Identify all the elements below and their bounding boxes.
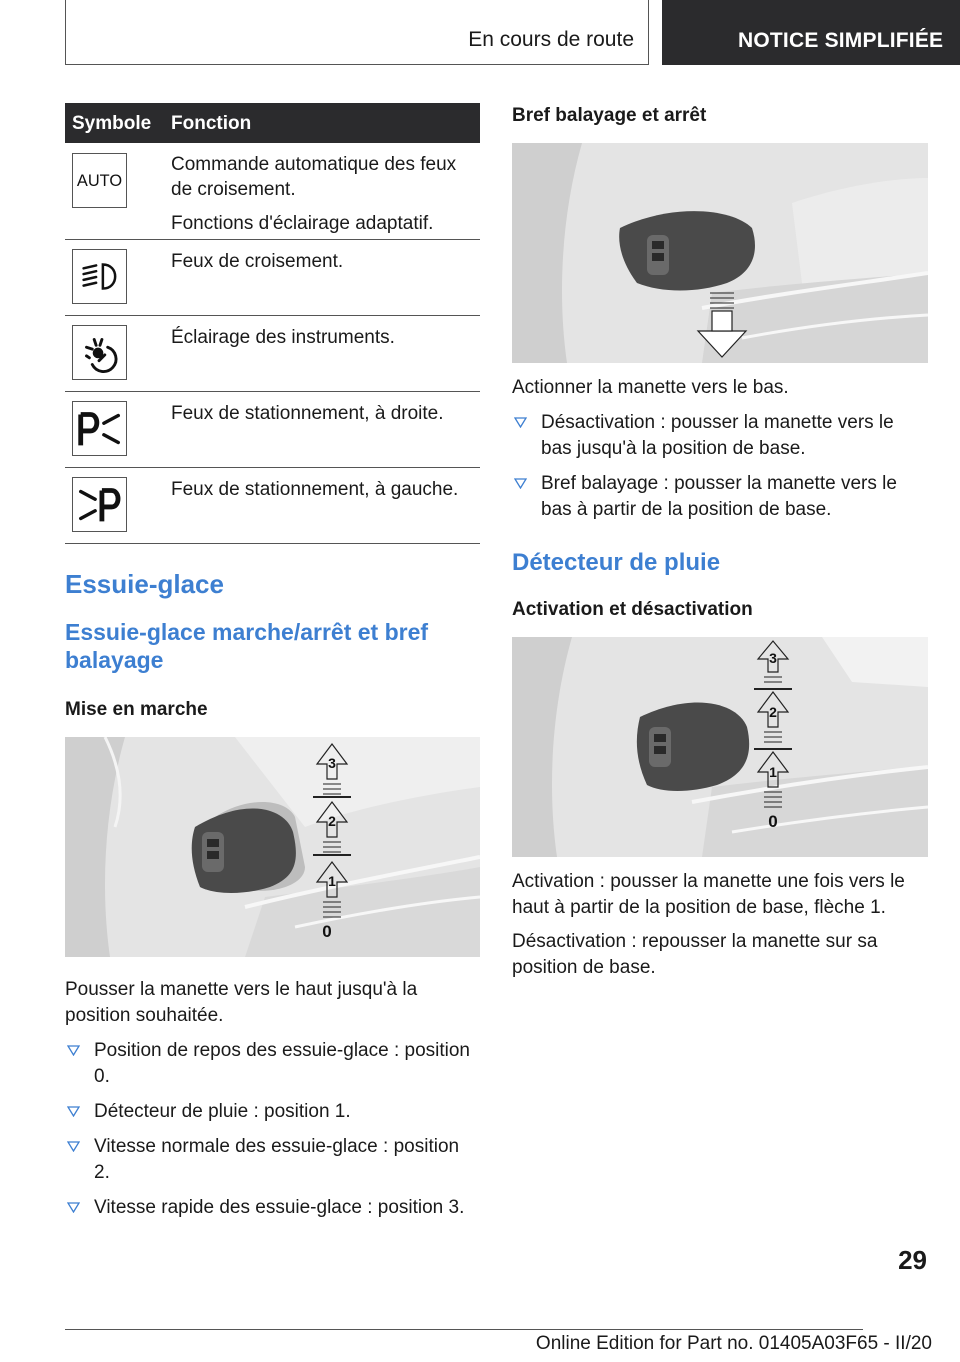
- header-section-box: [65, 0, 649, 65]
- instrument-lighting-icon: [72, 325, 127, 380]
- bullet-triangle-icon: [514, 478, 527, 489]
- figure-label-2: 2: [328, 813, 336, 829]
- page-number: 29: [898, 1245, 927, 1275]
- table-row-function: [171, 152, 480, 236]
- heading-activation: Activation et désactivation: [512, 599, 753, 620]
- footer-edition: Online Edition for Part no. 01405A03F65 - II/20: [535, 1333, 932, 1354]
- right-column: [512, 103, 928, 981]
- table-row-function: [171, 401, 480, 426]
- heading-bref-balayage: Bref balayage et arrêt: [512, 105, 707, 126]
- list-item-text: Détecteur de pluie : position 1.: [94, 1101, 351, 1122]
- table-header-function: Fonction: [171, 113, 252, 134]
- activation-text: Activation : pousser la manette une fois vers le haut à partir de la position de base, flèche 1.: [512, 871, 905, 918]
- header-chapter-tab: [662, 0, 960, 65]
- low-beam-icon: [72, 249, 127, 304]
- table-row: [65, 240, 480, 316]
- list-item-text: Désactivation : pousser la manette vers le bas jusqu'à la position de base.: [541, 412, 894, 459]
- auto-symbol-text: AUTO: [76, 171, 123, 190]
- figure-rain-sensor-lever: [512, 637, 928, 857]
- bullet-triangle-icon: [67, 1141, 80, 1152]
- list-item-text: Vitesse normale des essuie-glace : position 2.: [94, 1136, 460, 1183]
- list-item: [512, 471, 928, 523]
- header-section-title: En cours de route: [468, 28, 634, 51]
- list-item-text: Position de repos des essuie-glace : position 0.: [94, 1040, 471, 1087]
- subheading-wiper-on-off: Essuie-glace marche/arrêt et bref balayage: [65, 619, 429, 673]
- function-text: Commande automatique des feux de croisement.: [171, 154, 457, 200]
- table-row-function: [171, 325, 480, 350]
- mise-en-marche-text: Pousser la manette vers le haut jusqu'à la position souhaitée.: [65, 979, 418, 1026]
- figure-label-0: 0: [768, 812, 778, 831]
- table-row: [65, 316, 480, 392]
- function-text: Fonctions d'éclairage adaptatif.: [171, 213, 434, 234]
- figure-wiper-lever-up: [65, 737, 480, 957]
- function-text: Éclairage des instruments.: [171, 327, 395, 348]
- section-heading-rain-sensor: Détecteur de pluie: [512, 549, 721, 576]
- function-text: Feux de stationnement, à droite.: [171, 403, 444, 424]
- bullet-triangle-icon: [514, 417, 527, 428]
- figure-label-2: 2: [769, 704, 777, 720]
- bref-balayage-text: Actionner la manette vers le bas.: [512, 377, 789, 398]
- parking-light-right-icon: [72, 401, 127, 456]
- list-item: [65, 1038, 480, 1090]
- figure-label-3: 3: [328, 755, 336, 771]
- list-item: [65, 1099, 480, 1125]
- footer-divider: [65, 1329, 863, 1330]
- deactivation-text: Désactivation : repousser la manette sur sa position de base.: [512, 931, 878, 978]
- list-item: [65, 1134, 480, 1186]
- section-heading-wiper: Essuie-glace: [65, 569, 224, 599]
- figure-label-1: 1: [328, 873, 336, 889]
- bullet-triangle-icon: [67, 1045, 80, 1056]
- heading-mise-en-marche: Mise en marche: [65, 699, 208, 720]
- bref-balayage-list: [512, 410, 928, 523]
- list-item-text: Vitesse rapide des essuie-glace : position 3.: [94, 1197, 465, 1218]
- table-row-function: [171, 477, 480, 502]
- table-row: [65, 468, 480, 544]
- symbol-table: [65, 103, 480, 544]
- function-text: Feux de stationnement, à gauche.: [171, 479, 459, 500]
- table-row-function: [171, 249, 480, 274]
- table-header: [65, 103, 480, 143]
- bullet-triangle-icon: [67, 1106, 80, 1117]
- function-text: Feux de croisement.: [171, 251, 344, 272]
- figure-label-1: 1: [769, 764, 777, 780]
- bullet-triangle-icon: [67, 1202, 80, 1213]
- list-item: [65, 1195, 480, 1221]
- header-chapter-title: NOTICE SIMPLIFIÉE: [738, 29, 944, 52]
- parking-light-left-icon: [72, 477, 127, 532]
- table-row: [65, 392, 480, 468]
- figure-label-3: 3: [769, 650, 777, 666]
- figure-label-0: 0: [322, 922, 332, 941]
- table-header-symbol: Symbole: [72, 113, 152, 134]
- list-item-text: Bref balayage : pousser la manette vers le bas à partir de la position de base.: [541, 473, 897, 520]
- list-item: [512, 410, 928, 462]
- table-row: [65, 143, 480, 240]
- wiper-positions-list: [65, 1038, 480, 1221]
- left-column: [65, 103, 480, 1221]
- figure-wiper-lever-down: [512, 143, 928, 363]
- auto-symbol-icon: [72, 153, 127, 208]
